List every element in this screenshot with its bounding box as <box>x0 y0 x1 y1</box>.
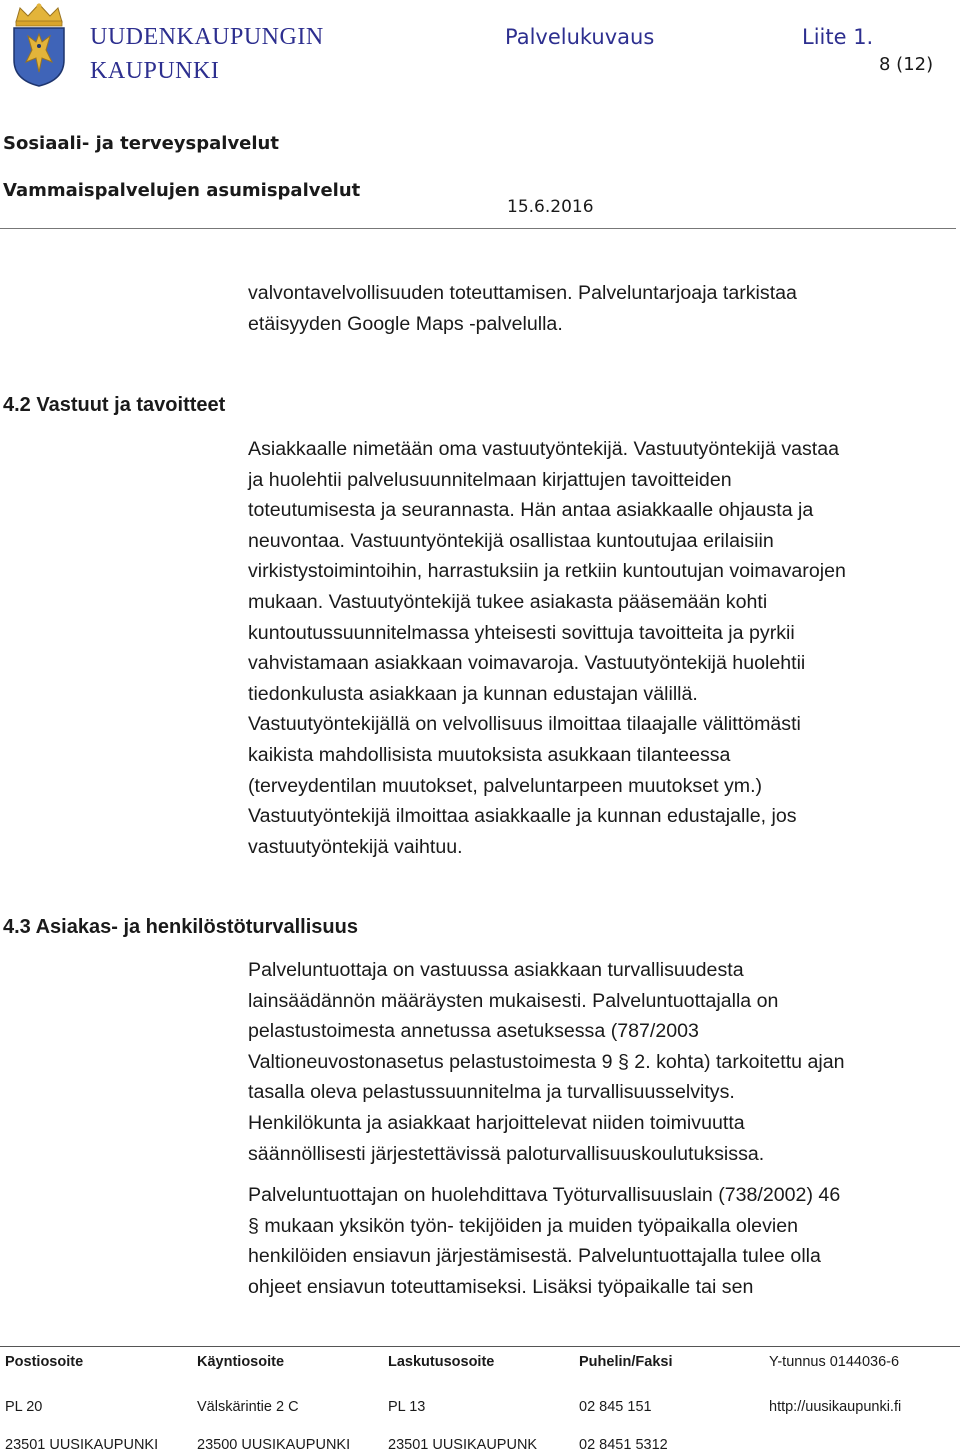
footer-postal-line1: PL 20 <box>5 1399 43 1415</box>
paragraph-safety-2: Palveluntuottajan on huolehdittava Työturvallisuuslain (738/2002) 46 § mukaan yksikön työn- tekijöiden ja muiden työpaikalla olevien henkilöiden ensiavun järjestämisestä. Palveluntuottajalla tulee olla ohjeet ensiavun toteuttamiseksi. Lisäksi työpaikalle tai sen <box>248 1184 841 1298</box>
attachment-label: Liite 1. <box>802 25 874 49</box>
department-name: Sosiaali- ja terveyspalvelut <box>3 133 279 154</box>
paragraph-safety-1: Palveluntuottaja on vastuussa asiakkaan turvallisuudesta lainsäädännön määräysten mukaisesti. Palveluntuottajalla on pelastustoimesta annetussa asetuksessa (787/2003 Valtioneuvostonasetus pelastustoimesta 9 § 2. kohta) tarkoitettu ajan tasalla oleva pelastussuunnitelma ja turvallisuusselvitys. Henkilökunta ja asiakkaat harjoittelevat niiden toimivuutta säännöllisesti järjestettävissä paloturvallisuuskoulutuksissa. <box>248 959 845 1165</box>
coat-of-arms-icon <box>6 2 72 88</box>
footer-billing-line1: PL 13 <box>388 1399 426 1415</box>
footer-heading-billing: Laskutusosoite <box>388 1354 495 1370</box>
unit-name: Vammaispalvelujen asumispalvelut <box>3 180 361 201</box>
org-name-line1: UUDENKAUPUNGIN <box>90 24 324 50</box>
doc-type: Palvelukuvaus <box>505 25 655 49</box>
header-divider <box>0 228 956 229</box>
footer-billing-line2: 23501 UUSIKAUPUNK <box>388 1437 538 1453</box>
footer-phone-line2: 02 8451 5312 <box>579 1437 668 1453</box>
footer-postal-line2: 23501 UUSIKAUPUNKI <box>5 1437 159 1453</box>
page-number: 8 (12) <box>879 54 934 75</box>
footer-visit-line2: 23500 UUSIKAUPUNKI <box>197 1437 351 1453</box>
section-heading-4-3: 4.3 Asiakas- ja henkilöstöturvallisuus <box>3 916 358 938</box>
footer-website-link[interactable]: http://uusikaupunki.fi <box>769 1399 902 1415</box>
footer-divider <box>0 1346 960 1347</box>
document-date: 15.6.2016 <box>507 197 594 217</box>
section-heading-4-2: 4.2 Vastuut ja tavoitteet <box>3 394 226 416</box>
footer-business-id: Y-tunnus 0144036-6 <box>769 1354 900 1370</box>
footer-visit-line1: Välskärintie 2 C <box>197 1399 299 1415</box>
footer-heading-visit: Käyntiosoite <box>197 1354 285 1370</box>
footer-phone-line1: 02 845 151 <box>579 1399 652 1415</box>
org-name-line2: KAUPUNKI <box>90 58 220 84</box>
paragraph-responsibilities: Asiakkaalle nimetään oma vastuutyöntekijä. Vastuutyöntekijä vastaa ja huolehtii palvelusuunnitelmaan kirjattujen tavoitteiden toteutumisesta ja seurannasta. Hän antaa asiakkaalle ohjausta ja neuvontaa. Vastuuntyöntekijä osallistaa kuntoutujaa erilaisiin virkistystoimintoihin, harrastuksiin ja retkiin kuntoutujan voimavarojen mukaan. Vastuutyöntekijä tukee asiakasta pääsemään kohti kuntoutussuunnitelmassa yhteisesti sovittuja tavoitteita ja pyrkii vahvistamaan asiakkaan voimavaroja. Vastuutyöntekijä huolehtii tiedonkulusta asiakkaan ja kunnan edustajan välillä. Vastuutyöntekijällä on velvollisuus ilmoittaa tilaajalle välittömästi kaikista mahdollisista muutoksista asukkaan tilanteessa (terveydentilan muutokset, palveluntarpeen muutokset ym.) Vastuutyöntekijä ilmoittaa asiakkaalle ja kunnan edustajalle, jos vastuutyöntekijä vaihtuu. <box>248 438 846 858</box>
footer-heading-phone: Puhelin/Faksi <box>579 1354 673 1370</box>
paragraph-continued: valvontavelvollisuuden toteuttamisen. Palveluntarjoaja tarkistaa etäisyyden Google Maps -palvelulla. <box>248 282 797 335</box>
footer-heading-postal: Postiosoite <box>5 1354 84 1370</box>
